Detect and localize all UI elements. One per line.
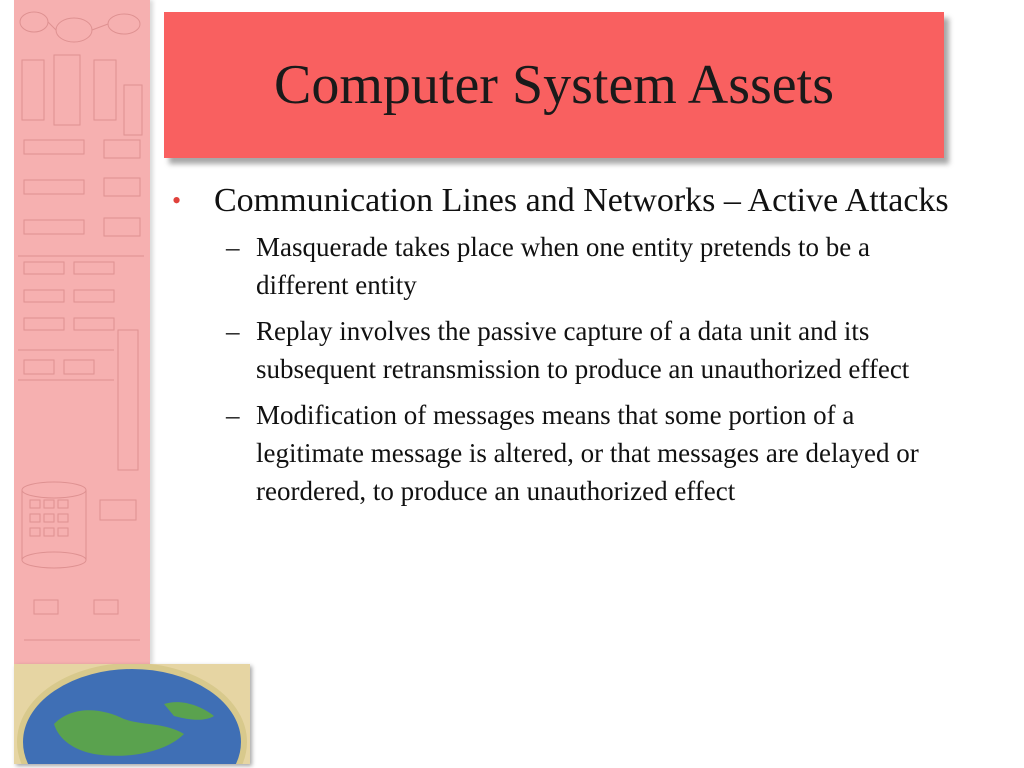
sub-bullet-item — [226, 396, 960, 510]
bullet-marker: • — [172, 186, 182, 215]
sub-bullet-item — [226, 312, 960, 388]
sub-bullet-text: Replay involves the passive capture of a data unit and its subsequent retransmission to produce an unauthorized effect — [256, 316, 910, 384]
dash-marker: – — [226, 400, 240, 430]
slide-title: Computer System Assets — [273, 54, 835, 116]
title-banner — [164, 12, 944, 158]
slide-body — [170, 180, 960, 518]
sub-bullet-text: Modification of messages means that some portion of a legitimate message is altered, or that messages are delayed or reordered, to produce an unauthorized effect — [256, 400, 919, 506]
dash-marker: – — [226, 316, 240, 346]
bullet-text: Communication Lines and Networks – Active Attacks — [214, 182, 949, 219]
bullet-item — [170, 180, 960, 222]
sub-bullet-item — [226, 228, 960, 304]
dash-marker: – — [226, 232, 240, 262]
globe-logo-graphic — [14, 664, 250, 764]
cluster-logo — [14, 664, 250, 764]
decorative-diagram-strip — [14, 0, 150, 664]
faded-diagram-graphic — [14, 0, 150, 664]
sub-bullet-text: Masquerade takes place when one entity pretends to be a different entity — [256, 232, 871, 300]
